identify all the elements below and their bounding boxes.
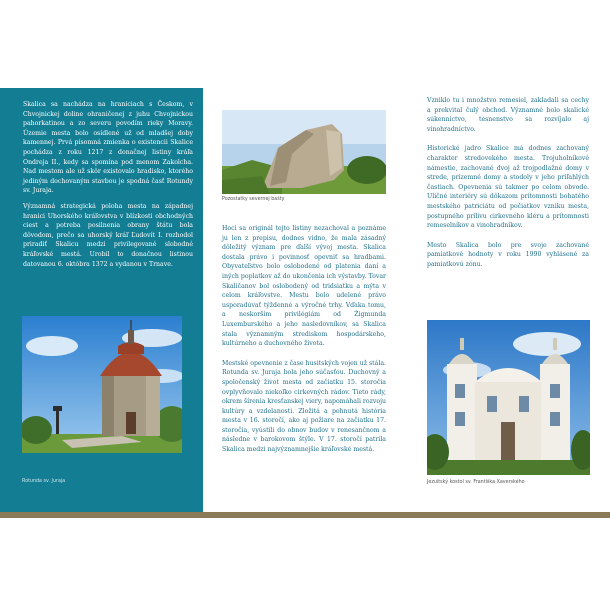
bottom-divider bbox=[0, 512, 610, 518]
bastion-illustration bbox=[222, 110, 386, 194]
jesuit-church-photo bbox=[427, 320, 590, 475]
teal-text-panel bbox=[0, 88, 203, 512]
brochure-spread bbox=[0, 88, 610, 512]
fortification-paragraph: Mestské opevnenie z čase husitských vojen už stála. Rotunda sv. Juraja bola jeho súčasťou. Duchovný a spoločenský život mesta od začiatku 15. storočia ovplyvňovalo niekoľko cirkevných rádov. Tieto rády, okrem šírenia kresťanskej viery, napomáhali rozvoju kultúry a vzdelanosti. Zložitá a pohnutá história mesta v 16. storočí, ako aj požiare na začiatku 17. storočia, vyústili do obnov budov v renesančnom a následne v barokovom štýle. V 17. storočí patrila Skalica medzi najvýznamnejšie kráľovské mestá. bbox=[222, 359, 386, 454]
bastion-photo bbox=[222, 110, 386, 194]
strategic-position-paragraph: Významná strategická poloha mesta na západnej hranici Uhorského kráľovstva v blízkosti obchodných ciest a potreba posilnenia obrany štátu bola dôvodom, prečo sa uhorský kráľ Ľudovít I. rozhodol priradiť Skalicu medzi privilegované slobodné kráľovské mestá. Urobil to donačnou listinou datovanou 6. októbra 1372 a vydanou v Trnave. bbox=[23, 202, 193, 268]
rotunda-photo bbox=[22, 316, 182, 453]
bastion-caption: Pozostatky severnej bašty bbox=[222, 197, 285, 202]
crafts-paragraph: Vzniklo tu i množstvo remesiel, zakladali sa cechy a prekvital čulý obchod. Významné bolo skalické súkenníctvo, tesnenstvo sa rozvíjalo aj vinohradníctvo. bbox=[427, 97, 589, 133]
historic-core-paragraph: Historické jadro Skalice má dodnes zachovaný charakter stredovekého mesta. Trojuholníkové námestie, zachované dvoj až trojpodlažné domy v strede, prízemné domy a stodoly v jeho priľahlých častiach. Opevnenia sú takmer po celom obvode. Uličné interiéry sú dôkazom prítomnosti bohatého mestského patriciátu od počiatkov vzniku mesta, postupného prílivu cirkevného kléru a prítomnosti remeselníkov a vinohradníkov. bbox=[427, 145, 589, 230]
rotunda-caption: Rotunda sv. Juraja bbox=[22, 479, 66, 484]
heritage-zone-paragraph: Mesto Skalica bolo pre svoje zachované pamiatkové hodnoty v roku 1990 vyhlásené za pamiatkovú zónu. bbox=[427, 241, 589, 268]
jesuit-church-caption: Jezuitský kostol sv. Františka Xaverského bbox=[427, 480, 525, 485]
rotunda-illustration bbox=[22, 316, 182, 453]
middle-column bbox=[222, 110, 386, 465]
right-column bbox=[427, 96, 589, 280]
privileges-paragraph: Hoci sa originál tejto listiny nezachoval a poznáme ju len z prepisu, dodnes vidno, že mala zásadný dôležitý význam pre ďalší vývoj mesta. Skalica dostala právo i povinnosť opevniť sa hradbami. Obyvateľstvo bolo oslobodené od platenia daní a iných poplatkov až do ukončenia ich výstavby. Tovar Skaličanov bol oslobodený od tridsiatku a mýta v celom kráľovstve. Mestu bolo udelené právo usporadúvať týždenné a výročné trhy. Vďaka tomu, a neskorším privilégiám od Žigmunda Luxemburského a jeho nasledovníkov, sa Skalica stala významným strediskom hospodárskeho, kultúrneho a duchovného života. bbox=[222, 225, 386, 348]
church-illustration bbox=[427, 320, 590, 475]
intro-paragraph: Skalica sa nachádza na hraniciach s Českom, v Chvojnickej doline ohraničenej z juhu Chvojnickou pahorkatinou a zo severu povodím rieky Moravy. Územie mesta bolo osídlené už od mladšej doby kamennej. Prvá písomná zmienka o existencii Skalice pochádza z roku 1217 z donačnej listiny kráľa Ondreja II., kedy sa spomína pod menom Zakolcha. Nad mestom ale už skôr existovalo hradisko, ktorého jediným dochovaným stavbou je spodná časť Rotundy sv. Juraja. bbox=[23, 101, 193, 195]
